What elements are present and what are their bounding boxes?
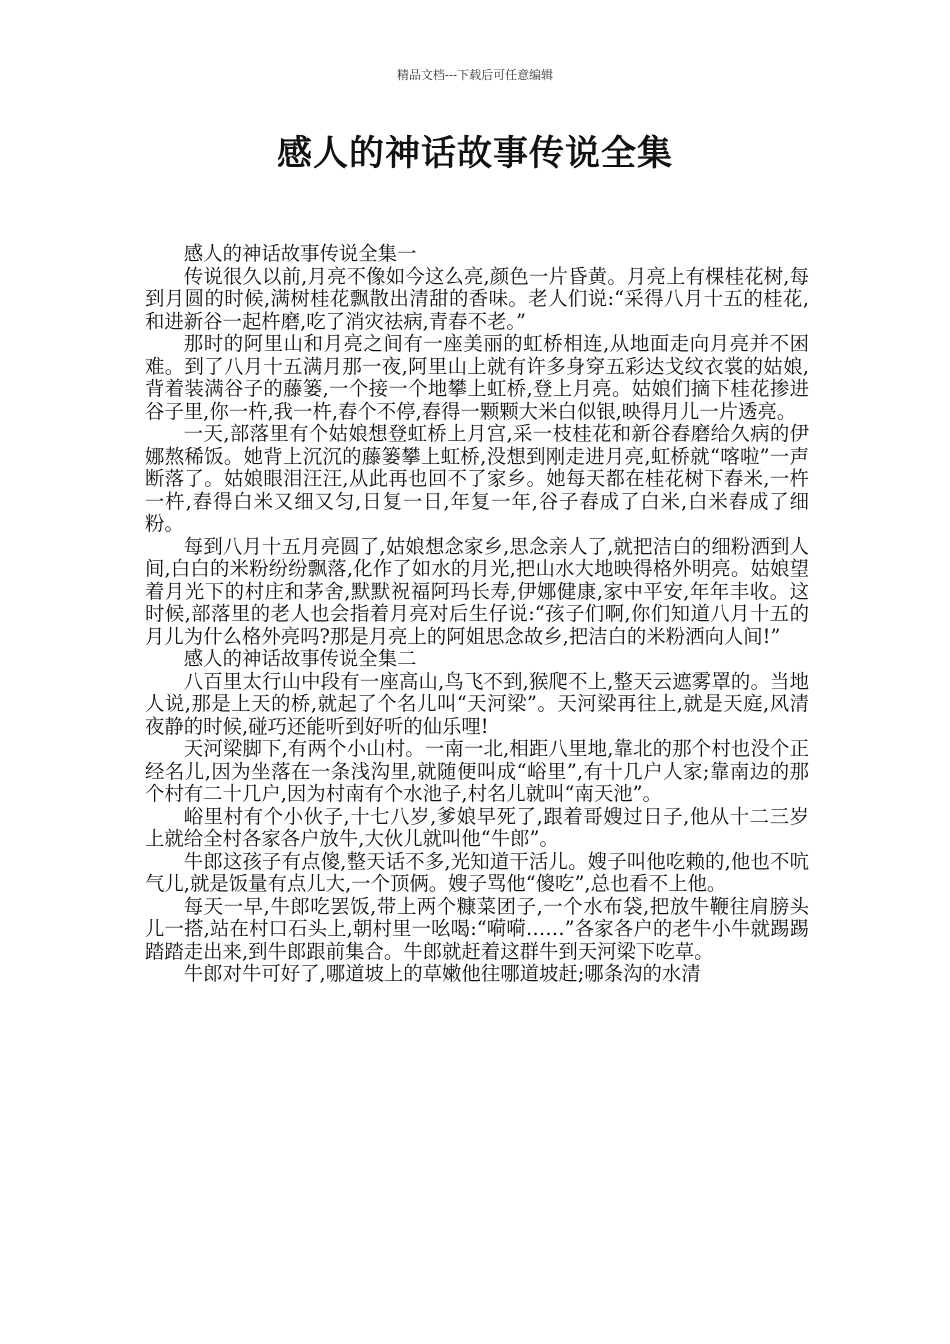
document-body <box>145 243 809 986</box>
body-paragraph: 一天,部落里有个姑娘想登虹桥上月宫,采一枝桂花和新谷舂磨给久病的伊娜熬稀饭。她背上沉沉的藤篓攀上虹桥,没想到刚走进月亮,虹桥就“喀啦”一声断落了。姑娘眼泪汪汪,从此再也回不了家乡。她每天都在桂花树下舂米,一杵一杵,舂得白米又细又匀,日复一日,年复一年,谷子舂成了白米,白米舂成了细粉。 <box>145 422 809 535</box>
body-paragraph: 天河梁脚下,有两个小山村。一南一北,相距八里地,靠北的那个村也没个正经名儿,因为坐落在一条浅沟里,就随便叫成“峪里”,有十几户人家;靠南边的那个村有二十几户,因为村南有个水池子,村名儿就叫“南天池”。 <box>145 737 809 805</box>
body-paragraph: 牛郎这孩子有点傻,整天话不多,光知道干活儿。嫂子叫他吃赖的,他也不吭气儿,就是饭量有点儿大,一个顶俩。嫂子骂他“傻吃”,总也看不上他。 <box>145 849 809 895</box>
body-paragraph: 每天一早,牛郎吃罢饭,带上两个糠菜团子,一个水布袋,把放牛鞭往肩膀头儿一搭,站在村口石头上,朝村里一吆喝:“嗬嗬……”各家各户的老牛小牛就踢踢踏踏走出来,到牛郎跟前集合。牛郎就赶着这群牛到天河梁下吃草。 <box>145 894 809 963</box>
body-paragraph: 那时的阿里山和月亮之间有一座美丽的虹桥相连,从地面走向月亮并不困难。到了八月十五满月那一夜,阿里山上就有许多身穿五彩达戈纹衣裳的姑娘,背着装满谷子的藤篓,一个接一个地攀上虹桥,登上月亮。姑娘们摘下桂花掺进谷子里,你一杵,我一杵,舂个不停,舂得一颗颗大米白似银,映得月儿一片透亮。 <box>145 332 809 423</box>
section-heading-2: 感人的神话故事传说全集二 <box>183 647 417 670</box>
document-title: 感人的神话故事传说全集 <box>276 133 673 174</box>
body-paragraph: 牛郎对牛可好了,哪道坡上的草嫩他往哪道坡赶;哪条沟的水清 <box>183 962 701 985</box>
header-note: 精品文档---下载后可任意编辑 <box>396 68 554 82</box>
body-paragraph: 每到八月十五月亮圆了,姑娘想念家乡,思念亲人了,就把洁白的细粉洒到人间,白白的米粉纷纷飘落,化作了如水的月光,把山水大地映得格外明亮。姑娘望着月光下的村庄和茅舍,默默祝福阿玛长寿,伊娜健康,家中平安,年年丰收。这时候,部落里的老人也会指着月亮对后生仔说:“孩子们啊,你们知道八月十五的月儿为什么格外亮吗?那是月亮上的阿姐思念故乡,把洁白的米粉洒向人间!” <box>145 534 809 648</box>
section-heading-1: 感人的神话故事传说全集一 <box>183 242 417 265</box>
body-paragraph: 峪里村有个小伙子,十七八岁,爹娘早死了,跟着哥嫂过日子,他从十二三岁上就给全村各家各户放牛,大伙儿就叫他“牛郎”。 <box>145 804 809 850</box>
body-paragraph: 八百里太行山中段有一座高山,鸟飞不到,猴爬不上,整天云遮雾罩的。当地人说,那是上天的桥,就起了个名儿叫“天河梁”。天河梁再往上,就是天庭,风清夜静的时候,碰巧还能听到好听的仙乐哩! <box>145 669 809 738</box>
body-paragraph: 传说很久以前,月亮不像如今这么亮,颜色一片昏黄。月亮上有棵桂花树,每到月圆的时候,满树桂花飘散出清甜的香味。老人们说:“采得八月十五的桂花,和进新谷一起杵磨,吃了消灾祛病,青春不老。” <box>145 264 809 333</box>
